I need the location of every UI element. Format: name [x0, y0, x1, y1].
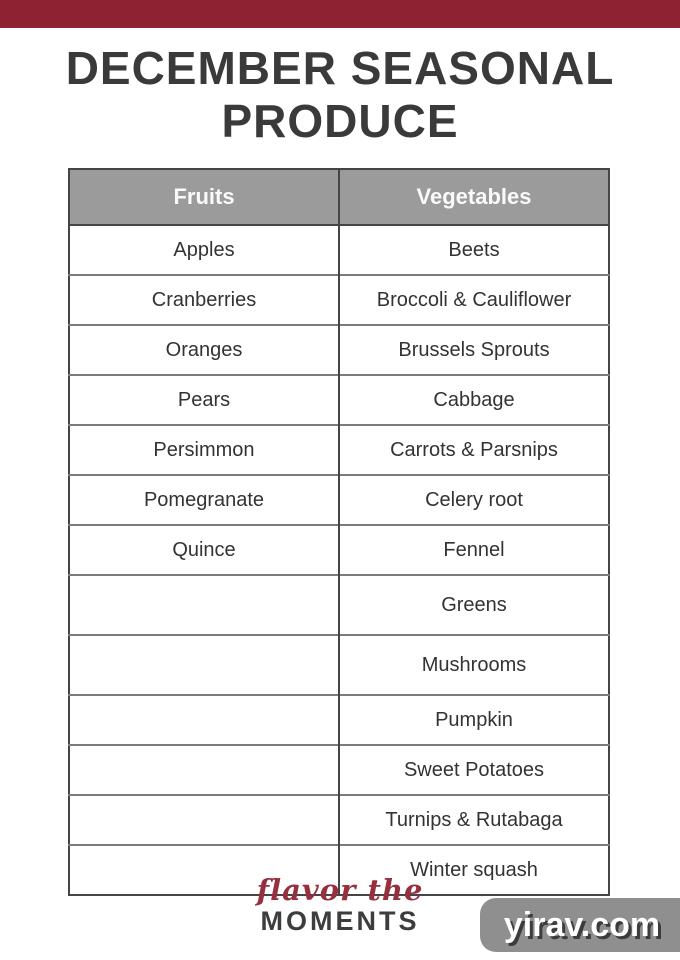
table-row	[69, 375, 609, 425]
fruit-cell: Oranges	[69, 325, 339, 375]
table-row	[69, 795, 609, 845]
table-row	[69, 745, 609, 795]
table-row	[69, 225, 609, 275]
column-header-fruits: Fruits	[69, 169, 339, 225]
watermark-badge	[480, 898, 680, 952]
table-row	[69, 425, 609, 475]
table-row	[69, 475, 609, 525]
fruit-cell	[69, 635, 339, 695]
table-row	[69, 525, 609, 575]
page-title	[0, 42, 680, 148]
fruit-cell: Persimmon	[69, 425, 339, 475]
watermark-text: yirav.com	[503, 905, 661, 944]
vegetable-cell: Cabbage	[339, 375, 609, 425]
vegetable-cell: Celery root	[339, 475, 609, 525]
vegetable-cell: Fennel	[339, 525, 609, 575]
vegetable-cell: Greens	[339, 575, 609, 635]
fruit-cell: Pomegranate	[69, 475, 339, 525]
logo-script-text: flavor the	[256, 873, 424, 907]
logo-caps-text: MOMENTS	[260, 906, 420, 936]
vegetable-cell: Broccoli & Cauliflower	[339, 275, 609, 325]
fruit-cell	[69, 575, 339, 635]
top-accent-bar	[0, 0, 680, 28]
fruit-cell: Apples	[69, 225, 339, 275]
vegetable-cell: Brussels Sprouts	[339, 325, 609, 375]
table-row	[69, 635, 609, 695]
table-row	[69, 325, 609, 375]
vegetable-cell: Pumpkin	[339, 695, 609, 745]
vegetable-cell: Mushrooms	[339, 635, 609, 695]
page-title-line1: DECEMBER SEASONAL	[65, 42, 615, 94]
fruit-cell: Cranberries	[69, 275, 339, 325]
fruit-cell	[69, 795, 339, 845]
table-row	[69, 575, 609, 635]
produce-table	[68, 168, 610, 896]
vegetable-cell: Turnips & Rutabaga	[339, 795, 609, 845]
vegetable-cell: Carrots & Parsnips	[339, 425, 609, 475]
vegetable-cell: Sweet Potatoes	[339, 745, 609, 795]
vegetable-cell: Beets	[339, 225, 609, 275]
fruit-cell	[69, 745, 339, 795]
table-row	[69, 695, 609, 745]
table-row	[69, 275, 609, 325]
table-header-row	[69, 169, 609, 225]
page-title-line2: PRODUCE	[221, 95, 459, 147]
fruit-cell: Pears	[69, 375, 339, 425]
fruit-cell: Quince	[69, 525, 339, 575]
fruit-cell	[69, 695, 339, 745]
column-header-vegetables: Vegetables	[339, 169, 609, 225]
vegetable-cell: Winter squash	[339, 845, 609, 895]
